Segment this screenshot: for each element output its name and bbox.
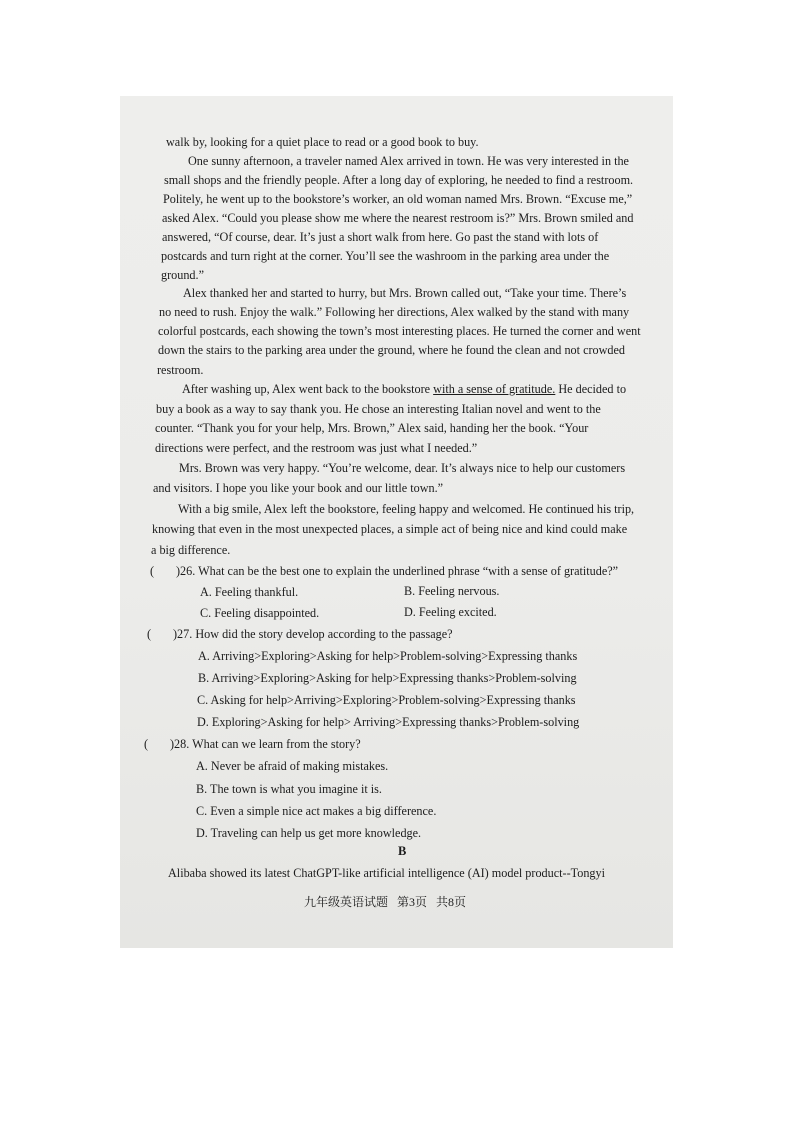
question-28 — [144, 736, 361, 752]
passage-line: and visitors. I hope you like your book and our little town.” — [153, 481, 444, 495]
passage-line: ground.” — [161, 268, 204, 282]
passage-text: He decided to — [555, 382, 627, 396]
passage-line: knowing that even in the most unexpected places, a simple act of being nice and kind could make — [152, 522, 628, 536]
passage-line: counter. “Thank you for your help, Mrs. Brown,” Alex said, handing her the book. “Your — [155, 421, 589, 435]
scanned-exam-page — [120, 96, 673, 948]
option-d: D. Traveling can help us get more knowledge. — [196, 826, 422, 840]
page-total: 共8页 — [436, 895, 467, 909]
question-stem: )27. How did the story develop according to the passage? — [173, 627, 453, 641]
passage-line: Mrs. Brown was very happy. “You’re welcome, dear. It’s always nice to help our customers — [179, 461, 626, 475]
option-b: B. Arriving>Exploring>Asking for help>Expressing thanks>Problem-solving — [198, 671, 577, 685]
passage-line: One sunny afternoon, a traveler named Alex arrived in town. He was very interested in the — [188, 154, 629, 168]
passage-line: answered, “Of course, dear. It’s just a short walk from here. Go past the stand with lots of — [162, 230, 599, 244]
passage-line: buy a book as a way to say thank you. He chose an interesting Italian novel and went to the — [156, 402, 601, 416]
option-c: C. Feeling disappointed. — [200, 606, 320, 620]
passage-line: directions were perfect, and the restroom was just what I needed.” — [155, 441, 478, 455]
passage-line: With a big smile, Alex left the bookstore, feeling happy and welcomed. He continued his trip, — [178, 502, 635, 516]
option-a: A. Never be afraid of making mistakes. — [196, 759, 389, 773]
option-b: B. The town is what you imagine it is. — [196, 782, 382, 796]
option-c: C. Even a simple nice act makes a big difference. — [196, 804, 437, 818]
section-b-heading: B — [398, 844, 407, 858]
passage-line: a big difference. — [151, 543, 231, 557]
option-c: C. Asking for help>Arriving>Exploring>Problem-solving>Expressing thanks — [197, 693, 576, 707]
option-a: A. Feeling thankful. — [200, 585, 299, 599]
question-27 — [147, 626, 453, 642]
passage-line: colorful postcards, each showing the town’s most interesting places. He turned the corner and went — [158, 324, 641, 338]
page-footer — [304, 893, 472, 910]
passage-line: small shops and the friendly people. After a long day of exploring, he needed to find a restroom. — [164, 173, 634, 187]
answer-bracket: ( — [147, 627, 152, 641]
underlined-phrase: with a sense of gratitude. — [433, 382, 556, 396]
passage-text: After washing up, Alex went back to the bookstore — [182, 382, 434, 396]
passage-line — [182, 381, 626, 397]
passage-line: restroom. — [157, 363, 204, 377]
option-b: B. Feeling nervous. — [404, 584, 500, 598]
passage-line: Politely, he went up to the bookstore’s worker, an old woman named Mrs. Brown. “Excuse me,” — [163, 192, 633, 206]
passage-line: no need to rush. Enjoy the walk.” Following her directions, Alex walked by the stand with many — [159, 305, 630, 319]
question-stem: )28. What can we learn from the story? — [170, 737, 361, 751]
passage-line: postcards and turn right at the corner. You’ll see the washroom in the parking area under the — [161, 249, 610, 263]
option-a: A. Arriving>Exploring>Asking for help>Problem-solving>Expressing thanks — [198, 649, 578, 663]
question-26 — [150, 563, 618, 579]
page-number: 第3页 — [397, 895, 428, 909]
passage-line: Alex thanked her and started to hurry, but Mrs. Brown called out, “Take your time. There’s — [183, 286, 627, 300]
answer-bracket: ( — [144, 737, 149, 751]
passage-line: asked Alex. “Could you please show me where the nearest restroom is?” Mrs. Brown smiled and — [162, 211, 634, 225]
passage-line: walk by, looking for a quiet place to read or a good book to buy. — [166, 135, 479, 149]
option-d: D. Exploring>Asking for help> Arriving>Expressing thanks>Problem-solving — [197, 715, 580, 729]
section-b-first-line: Alibaba showed its latest ChatGPT-like artificial intelligence (AI) model product--Tongyi — [168, 866, 605, 880]
exam-title: 九年级英语试题 — [304, 895, 389, 909]
question-stem: )26. What can be the best one to explain the underlined phrase “with a sense of gratitude?” — [176, 564, 619, 578]
option-d: D. Feeling excited. — [404, 605, 497, 619]
answer-bracket: ( — [150, 564, 155, 578]
passage-line: down the stairs to the parking area under the ground, where he found the clean and not crowded — [158, 343, 626, 357]
